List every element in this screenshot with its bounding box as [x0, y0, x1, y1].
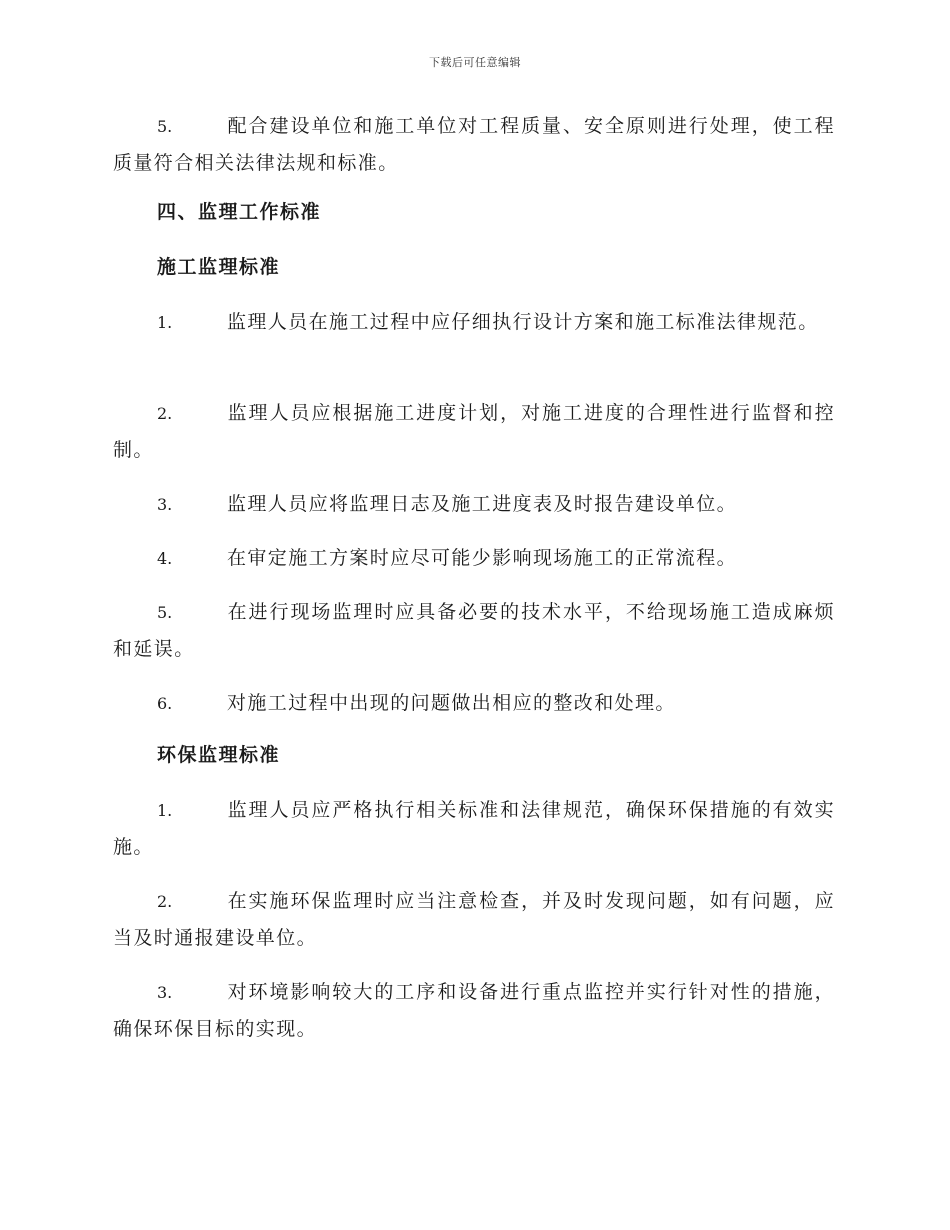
item-text: 监理人员在施工过程中应仔细执行设计方案和施工标准法律规范。 — [227, 311, 819, 333]
item-text: 对施工过程中出现的问题做出相应的整改和处理。 — [227, 692, 676, 714]
item-text: 监理人员应将监理日志及施工进度表及时报告建设单位。 — [227, 493, 738, 515]
construction-item-5 — [113, 594, 835, 667]
construction-item-4 — [113, 540, 835, 577]
item-number: 1. — [157, 313, 173, 332]
construction-item-6 — [113, 685, 835, 722]
environment-item-1 — [113, 792, 835, 865]
intro-item — [113, 108, 835, 181]
item-text: 在实施环保监理时应当注意检查，并及时发现问题，如有问题，应当及时通报建设单位。 — [113, 890, 835, 949]
item-text: 在审定施工方案时应尽可能少影响现场施工的正常流程。 — [227, 547, 738, 569]
environment-item-3 — [113, 974, 835, 1047]
item-number: 3. — [157, 983, 173, 1002]
page-header: 下载后可任意编辑 — [429, 56, 521, 69]
construction-item-1 — [113, 304, 835, 341]
construction-title: 施工监理标准 — [157, 256, 281, 278]
item-number: 4. — [157, 549, 173, 568]
item-number: 5. — [157, 117, 173, 136]
item-text: 监理人员应严格执行相关标准和法律规范，确保环保措施的有效实施。 — [113, 799, 835, 858]
environment-item-2 — [113, 883, 835, 956]
item-text: 对环境影响较大的工序和设备进行重点监控并实行针对性的措施，确保环保目标的实现。 — [113, 981, 835, 1040]
item-number: 5. — [157, 603, 173, 622]
construction-item-2 — [113, 395, 835, 468]
item-text: 在进行现场监理时应具备必要的技术水平，不给现场施工造成麻烦和延误。 — [113, 601, 835, 660]
section-title: 四、监理工作标准 — [157, 201, 322, 223]
item-text: 配合建设单位和施工单位对工程质量、安全原则进行处理，使工程质量符合相关法律法规和标准。 — [113, 115, 835, 174]
item-number: 2. — [157, 404, 173, 423]
item-number: 6. — [157, 694, 173, 713]
item-text: 监理人员应根据施工进度计划，对施工进度的合理性进行监督和控制。 — [113, 402, 835, 461]
item-number: 1. — [157, 801, 173, 820]
construction-item-3 — [113, 486, 835, 523]
item-number: 2. — [157, 892, 173, 911]
item-number: 3. — [157, 495, 173, 514]
environment-title: 环保监理标准 — [157, 744, 281, 766]
